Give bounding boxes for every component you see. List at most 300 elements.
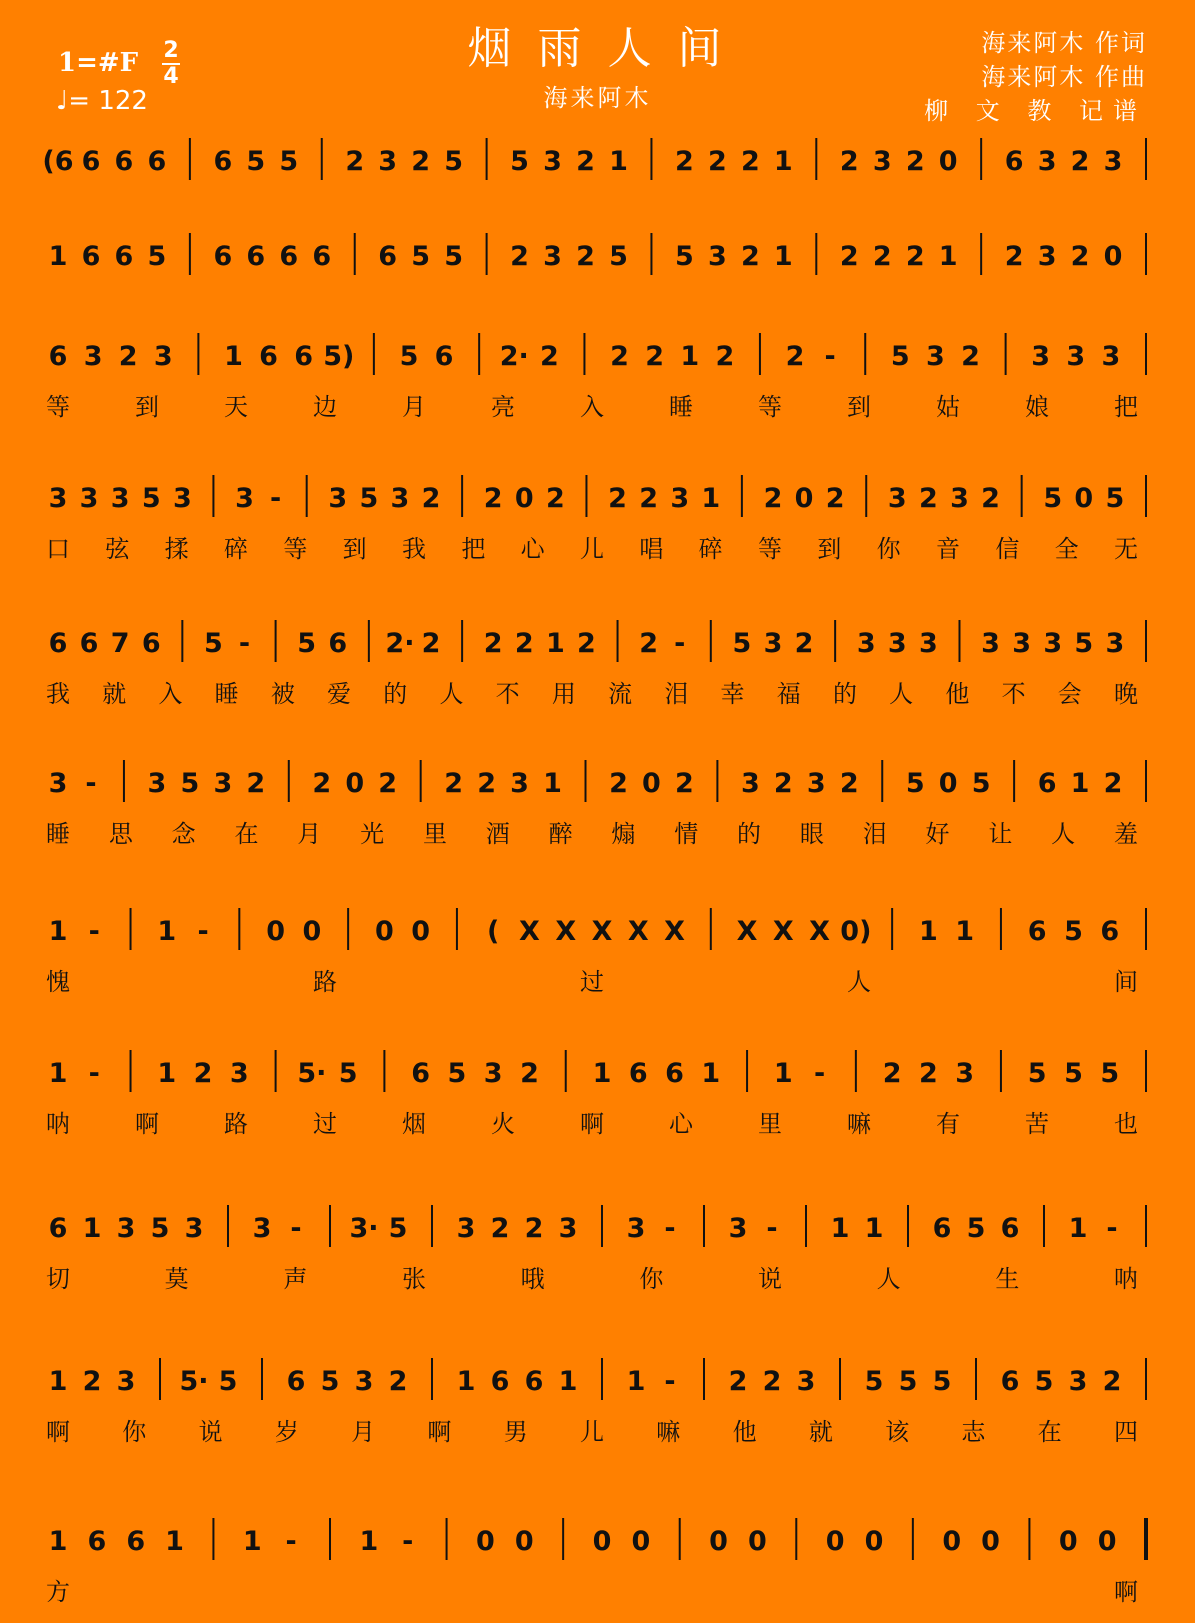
note: 3 bbox=[1031, 341, 1051, 372]
lyric: 切 bbox=[46, 1265, 70, 1293]
note: - bbox=[88, 1058, 100, 1089]
lyric: 不 bbox=[1001, 680, 1026, 708]
note: 2 bbox=[715, 341, 735, 372]
note: 5 bbox=[905, 768, 925, 799]
note: 6 bbox=[126, 1526, 146, 1557]
lyric: 碎 bbox=[224, 535, 248, 563]
lyric: 娘 bbox=[1025, 393, 1049, 421]
note: 3 bbox=[872, 146, 892, 177]
note: 3 bbox=[79, 483, 99, 514]
lyric: 眼 bbox=[799, 820, 824, 848]
lyric: 嘛 bbox=[847, 1110, 871, 1138]
note: 2 bbox=[919, 1058, 938, 1089]
note: 3 bbox=[456, 1213, 476, 1244]
lyric: 你 bbox=[876, 535, 901, 563]
lyric: 呐 bbox=[46, 1110, 70, 1138]
note: 3 bbox=[558, 1213, 578, 1244]
note: 6 bbox=[48, 1213, 68, 1244]
note: 1 bbox=[701, 1058, 721, 1089]
note: 0 bbox=[794, 483, 814, 514]
note: 3 bbox=[740, 768, 760, 799]
note: 2 bbox=[388, 1366, 408, 1397]
lyric: 方 bbox=[46, 1578, 70, 1606]
note: 6 bbox=[294, 341, 314, 372]
note: 2 bbox=[645, 341, 665, 372]
note: 3 bbox=[213, 768, 233, 799]
note: 5 bbox=[1034, 1366, 1054, 1397]
note: 2 bbox=[1070, 146, 1090, 177]
lyric: 人 bbox=[1051, 820, 1076, 848]
note: 5 bbox=[1043, 483, 1063, 514]
note: 1 bbox=[48, 1058, 68, 1089]
note: 6 bbox=[147, 146, 167, 177]
note: 2 bbox=[576, 146, 595, 177]
note: 2 bbox=[740, 241, 760, 272]
lyric: 到 bbox=[817, 535, 842, 563]
note: 5 bbox=[1064, 1058, 1083, 1089]
note: - bbox=[813, 1058, 826, 1089]
note: 2 bbox=[785, 341, 805, 372]
note: 3 bbox=[887, 628, 907, 659]
note: 5 bbox=[147, 241, 167, 272]
note: 3 bbox=[229, 1058, 249, 1089]
note: 0 bbox=[266, 916, 285, 947]
note: 6 bbox=[81, 241, 101, 272]
lyric: 睡 bbox=[214, 680, 239, 708]
note: 6 bbox=[279, 241, 299, 272]
note: 2 bbox=[411, 146, 431, 177]
note: 0 bbox=[981, 1526, 1000, 1557]
note: - bbox=[766, 1213, 778, 1244]
note: 0 bbox=[1074, 483, 1094, 514]
time-signature-bottom: 4 bbox=[163, 64, 179, 89]
note: 3 bbox=[378, 146, 398, 177]
note: 7 bbox=[110, 628, 130, 659]
note: 3 bbox=[153, 341, 173, 372]
note: 3 bbox=[483, 1058, 503, 1089]
lyric: 男 bbox=[503, 1418, 528, 1446]
note: 2 bbox=[839, 768, 859, 799]
note: 6 bbox=[312, 241, 332, 272]
note: - bbox=[238, 628, 251, 659]
lyric: 碎 bbox=[698, 535, 723, 563]
note: 2 bbox=[510, 241, 529, 272]
note: 2· bbox=[385, 628, 415, 659]
song-subtitle: 海来阿木 bbox=[543, 84, 652, 112]
note: - bbox=[664, 1213, 676, 1244]
lyric: 入 bbox=[580, 393, 604, 421]
note: 2 bbox=[545, 483, 565, 514]
note: 5 bbox=[444, 241, 464, 272]
lyric: 好 bbox=[925, 820, 950, 848]
lyric: 亮 bbox=[491, 393, 515, 421]
note: 5 bbox=[447, 1058, 467, 1089]
note: 5 bbox=[609, 241, 628, 272]
note: - bbox=[88, 916, 100, 947]
note: 6 bbox=[114, 146, 134, 177]
lyric: 心 bbox=[520, 535, 545, 563]
note: 3 bbox=[950, 483, 969, 514]
lyric: 在 bbox=[234, 820, 259, 848]
lyric: 你 bbox=[639, 1265, 664, 1293]
note: 3 bbox=[806, 768, 826, 799]
lyric: 我 bbox=[46, 680, 70, 708]
note: 1 bbox=[626, 1366, 646, 1397]
lyric: 福 bbox=[776, 680, 801, 708]
note: 5 bbox=[246, 146, 266, 177]
tempo-marking: ♩= 122 bbox=[56, 86, 148, 116]
lyric: 就 bbox=[102, 680, 127, 708]
lyric: 的 bbox=[832, 680, 857, 708]
lyric: 生 bbox=[995, 1265, 1020, 1293]
note: 0 bbox=[375, 916, 394, 947]
note: 3 bbox=[48, 483, 68, 514]
note: 3 bbox=[172, 483, 192, 514]
lyric: 念 bbox=[171, 820, 196, 848]
lyric: 幸 bbox=[720, 680, 745, 708]
note: 5 bbox=[932, 1366, 952, 1397]
lyric: 过 bbox=[313, 1110, 337, 1138]
note: 3 bbox=[116, 1366, 136, 1397]
note: 1 bbox=[48, 241, 68, 272]
note: 6 bbox=[434, 341, 454, 372]
lyric: 晚 bbox=[1114, 680, 1138, 708]
note: 2 bbox=[872, 241, 892, 272]
lyric: 音 bbox=[936, 535, 960, 563]
note: X bbox=[809, 916, 831, 947]
note: 2 bbox=[483, 628, 503, 659]
lyric: 里 bbox=[422, 820, 447, 848]
lyric: 泪 bbox=[862, 820, 887, 848]
note: 3 bbox=[626, 1213, 646, 1244]
note: 0 bbox=[345, 768, 365, 799]
note: 6 bbox=[81, 146, 101, 177]
lyric: 呐 bbox=[1114, 1265, 1138, 1293]
lyric: 间 bbox=[1114, 968, 1138, 996]
note: 2· bbox=[499, 341, 529, 372]
note: 6 bbox=[328, 628, 348, 659]
note: 2 bbox=[490, 1213, 510, 1244]
note: 2 bbox=[477, 768, 497, 799]
note: 5 bbox=[141, 483, 161, 514]
note: 2 bbox=[520, 1058, 539, 1089]
note: 5 bbox=[297, 628, 317, 659]
note: 0 bbox=[514, 483, 534, 514]
note: 5· bbox=[179, 1366, 209, 1397]
note: 2 bbox=[639, 483, 659, 514]
lyric: 哦 bbox=[520, 1265, 545, 1293]
note: 1 bbox=[680, 341, 700, 372]
note: - bbox=[269, 483, 282, 514]
lyric: 声 bbox=[283, 1265, 308, 1293]
note: 0 bbox=[938, 768, 958, 799]
key-signature: 1=#F bbox=[58, 48, 139, 78]
note: 1 bbox=[48, 1366, 68, 1397]
note: 6 bbox=[141, 628, 161, 659]
note: 2 bbox=[882, 1058, 902, 1089]
lyric: 有 bbox=[936, 1110, 960, 1138]
note: 1 bbox=[701, 483, 721, 514]
note: 5 bbox=[399, 341, 419, 372]
lyric: 人 bbox=[889, 680, 914, 708]
lyric: 啊 bbox=[427, 1418, 452, 1446]
note: 3 bbox=[110, 483, 130, 514]
note: 3 bbox=[235, 483, 254, 514]
note: - bbox=[402, 1526, 414, 1557]
note: 2 bbox=[421, 483, 441, 514]
note: 2 bbox=[483, 483, 503, 514]
note: 3 bbox=[707, 241, 727, 272]
note: 6 bbox=[213, 146, 233, 177]
note: 3 bbox=[510, 768, 529, 799]
note: 2 bbox=[762, 1366, 782, 1397]
note: 2 bbox=[740, 146, 760, 177]
note: 3 bbox=[763, 628, 783, 659]
note: 1 bbox=[224, 341, 243, 372]
note: 5 bbox=[150, 1213, 170, 1244]
lyric: 就 bbox=[808, 1418, 833, 1446]
note: 5 bbox=[444, 146, 464, 177]
composer-credit: 海来阿木 作曲 bbox=[981, 63, 1147, 91]
lyric: 揉 bbox=[164, 535, 189, 563]
note: 3 bbox=[919, 628, 938, 659]
note: 6 bbox=[1000, 1213, 1020, 1244]
lyric: 等 bbox=[283, 535, 308, 563]
lyric: 醉 bbox=[548, 820, 573, 848]
lyric: 用 bbox=[551, 680, 576, 708]
lyric: 张 bbox=[402, 1265, 426, 1293]
lyric: 志 bbox=[961, 1418, 986, 1446]
note: - bbox=[85, 768, 97, 799]
note: 2 bbox=[675, 768, 694, 799]
note: X bbox=[664, 916, 685, 947]
lyric: 被 bbox=[270, 680, 295, 708]
lyric: 爱 bbox=[327, 680, 352, 708]
lyric: 的 bbox=[737, 820, 762, 848]
note: 2 bbox=[514, 628, 534, 659]
note: 2 bbox=[763, 483, 783, 514]
note: (6 bbox=[42, 146, 74, 177]
note: 6 bbox=[1004, 146, 1024, 177]
note: 3 bbox=[83, 341, 103, 372]
note: - bbox=[1106, 1213, 1118, 1244]
lyric: 流 bbox=[608, 680, 633, 708]
lyric: 酒 bbox=[485, 820, 510, 848]
note: 0 bbox=[938, 146, 958, 177]
note: 5 bbox=[864, 1366, 884, 1397]
lyric: 人 bbox=[876, 1265, 901, 1293]
note: 5 bbox=[218, 1366, 238, 1397]
note: 3 bbox=[955, 1058, 975, 1089]
note: 6 bbox=[246, 241, 266, 272]
note: 6 bbox=[114, 241, 134, 272]
lyric: 月 bbox=[402, 393, 426, 421]
lyric: 睡 bbox=[669, 393, 693, 421]
note: 2 bbox=[707, 146, 727, 177]
note: 5 bbox=[732, 628, 752, 659]
note: 5 bbox=[1064, 916, 1083, 947]
note: 3 bbox=[116, 1213, 136, 1244]
note: 5 bbox=[1027, 1058, 1047, 1089]
lyric: 火 bbox=[491, 1110, 515, 1138]
note: 2 bbox=[378, 768, 398, 799]
lyric: 到 bbox=[342, 535, 367, 563]
note: 1 bbox=[359, 1526, 379, 1557]
note: 5· bbox=[297, 1058, 327, 1089]
lyric: 他 bbox=[732, 1418, 757, 1446]
note: 3 bbox=[887, 483, 907, 514]
note: 1 bbox=[592, 1058, 612, 1089]
note: 5 bbox=[898, 1366, 918, 1397]
note: 2 bbox=[345, 146, 365, 177]
note: - bbox=[197, 916, 209, 947]
note: 6 bbox=[1037, 768, 1057, 799]
lyric: 月 bbox=[351, 1418, 376, 1446]
lyric: 把 bbox=[1114, 393, 1138, 421]
note: 0 bbox=[592, 1526, 612, 1557]
note: 6 bbox=[87, 1526, 107, 1557]
note: 5 bbox=[320, 1366, 340, 1397]
note: 3 bbox=[1068, 1366, 1088, 1397]
lyric: 他 bbox=[945, 680, 970, 708]
note: 3 bbox=[328, 483, 348, 514]
note: 6 bbox=[1000, 1366, 1020, 1397]
note: 0 bbox=[302, 916, 322, 947]
note: 0 bbox=[631, 1526, 651, 1557]
note: 1 bbox=[165, 1526, 184, 1557]
note: 1 bbox=[830, 1213, 850, 1244]
lyric: 里 bbox=[758, 1110, 782, 1138]
note: 5 bbox=[675, 241, 694, 272]
note: 2 bbox=[608, 483, 627, 514]
lyric: 姑 bbox=[936, 393, 960, 421]
note: 3· bbox=[349, 1213, 379, 1244]
lyric: 光 bbox=[360, 820, 385, 848]
lyricist-credit: 海来阿木 作词 bbox=[981, 29, 1147, 57]
lyric: 弦 bbox=[105, 535, 130, 563]
note: 5) bbox=[323, 341, 355, 372]
lyric: 情 bbox=[674, 820, 699, 848]
note: 1 bbox=[48, 916, 68, 947]
note: 0 bbox=[476, 1526, 495, 1557]
lyric: 啊 bbox=[46, 1418, 70, 1446]
note: 2 bbox=[1070, 241, 1090, 272]
note: 1 bbox=[558, 1366, 578, 1397]
note: X bbox=[772, 916, 794, 947]
note: 2 bbox=[639, 628, 659, 659]
note: 5 bbox=[1074, 628, 1094, 659]
note: 5 bbox=[966, 1213, 986, 1244]
lyric: 不 bbox=[495, 680, 520, 708]
note: 6 bbox=[628, 1058, 648, 1089]
note: 6 bbox=[378, 241, 398, 272]
note: 6 bbox=[259, 341, 278, 372]
note: - bbox=[664, 1366, 676, 1397]
lyric: 儿 bbox=[580, 535, 604, 563]
lyric: 睡 bbox=[46, 820, 70, 848]
note: 1 bbox=[919, 916, 938, 947]
lyric: 信 bbox=[995, 535, 1020, 563]
note: 3 bbox=[1037, 146, 1057, 177]
note: - bbox=[674, 628, 686, 659]
lyric: 心 bbox=[669, 1110, 693, 1138]
lyric: 苦 bbox=[1025, 1110, 1049, 1138]
lyric: 说 bbox=[758, 1265, 782, 1293]
note: 3 bbox=[48, 768, 68, 799]
note: 5 bbox=[411, 241, 431, 272]
note: 2 bbox=[961, 341, 980, 372]
note: 1 bbox=[1068, 1213, 1088, 1244]
note: 1 bbox=[773, 1058, 793, 1089]
note: 1 bbox=[543, 768, 562, 799]
lyric: 该 bbox=[885, 1418, 910, 1446]
note: 5 bbox=[971, 768, 991, 799]
note: 2 bbox=[905, 146, 925, 177]
lyric: 天 bbox=[224, 393, 248, 421]
note: - bbox=[290, 1213, 302, 1244]
note: 1 bbox=[157, 1058, 177, 1089]
note: 6 bbox=[1027, 916, 1047, 947]
note: 1 bbox=[82, 1213, 102, 1244]
note: 3 bbox=[1043, 628, 1063, 659]
note: 5 bbox=[338, 1058, 358, 1089]
note: 0 bbox=[1058, 1526, 1078, 1557]
note: 6 bbox=[524, 1366, 544, 1397]
lyric: 人 bbox=[847, 968, 871, 996]
note: 6 bbox=[411, 1058, 431, 1089]
lyric: 也 bbox=[1114, 1110, 1138, 1138]
lyric: 的 bbox=[383, 680, 408, 708]
note: 0 bbox=[748, 1526, 767, 1557]
note: 0 bbox=[411, 916, 431, 947]
lyric: 嘛 bbox=[656, 1418, 681, 1446]
note: 2 bbox=[118, 341, 138, 372]
note: 3 bbox=[1103, 146, 1123, 177]
lyric: 在 bbox=[1037, 1418, 1062, 1446]
lyric: 等 bbox=[758, 393, 782, 421]
note: 0 bbox=[825, 1526, 845, 1557]
note: 3 bbox=[856, 628, 876, 659]
lyric: 让 bbox=[988, 820, 1013, 848]
note: 2 bbox=[919, 483, 938, 514]
lyric: 莫 bbox=[164, 1265, 189, 1293]
lyric: 唱 bbox=[639, 535, 664, 563]
note: 5 bbox=[279, 146, 299, 177]
lyric: 口 bbox=[46, 535, 70, 563]
lyric: 烟 bbox=[402, 1110, 426, 1138]
note: 2 bbox=[82, 1366, 102, 1397]
note: 0 bbox=[942, 1526, 962, 1557]
note: 6 bbox=[1100, 916, 1120, 947]
note: 1 bbox=[242, 1526, 262, 1557]
note: 2 bbox=[421, 628, 441, 659]
note: 2 bbox=[839, 241, 859, 272]
note: - bbox=[824, 341, 836, 372]
note: 2 bbox=[539, 341, 559, 372]
lyric: 无 bbox=[1114, 535, 1138, 563]
lyric: 啊 bbox=[1114, 1578, 1138, 1606]
note: 6 bbox=[79, 628, 99, 659]
note: 6 bbox=[48, 628, 68, 659]
note: 2 bbox=[1102, 1366, 1122, 1397]
note: 2 bbox=[610, 341, 629, 372]
note: 3 bbox=[543, 241, 562, 272]
note: 1 bbox=[609, 146, 628, 177]
note: 2 bbox=[794, 628, 814, 659]
note: 1 bbox=[938, 241, 958, 272]
transcriber-credit: 柳 文 教 记谱 bbox=[924, 97, 1147, 125]
note: 2 bbox=[905, 241, 925, 272]
